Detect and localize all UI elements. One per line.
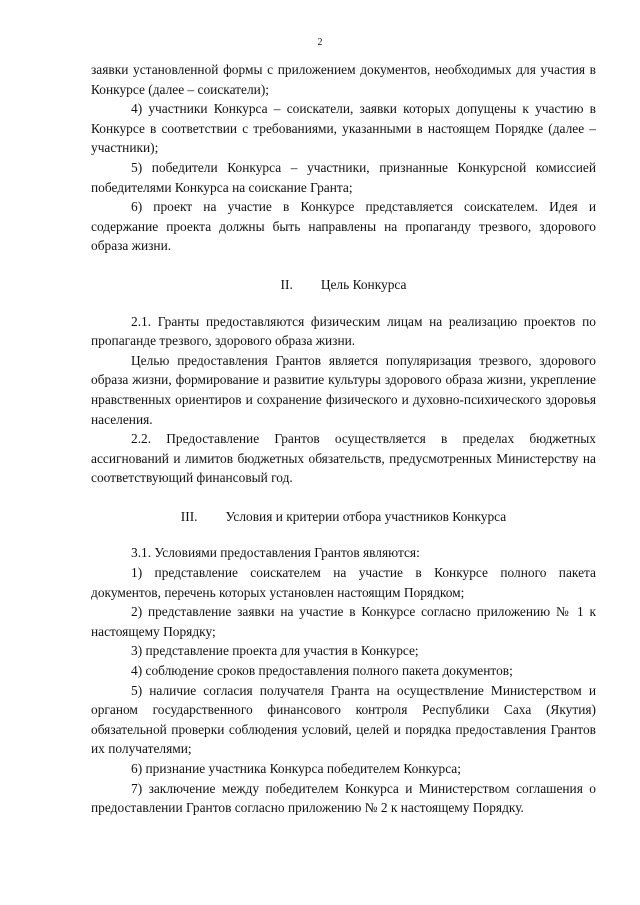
- list-item: 3) представление проекта для участия в Конкурсе;: [131, 643, 419, 659]
- section-title: Условия и критерии отбора участников Конкурса: [225, 508, 507, 524]
- paragraph: 2.2. Предоставление Грантов осуществляется в пределах бюджетных ассигнований и лимитов бюджетных обязательств, предусмотренных Министерству на соответствующий финансовый год.: [91, 431, 596, 486]
- section-heading-3: [91, 507, 596, 527]
- list-item: 6) проект на участие в Конкурсе представляется соискателем. Идея и содержание проекта должны быть направлены на пропаганду трезвого, здорового образа жизни.: [91, 199, 596, 254]
- list-item: 5) победители Конкурса – участники, признанные Конкурсной комиссией победителями Конкурса на соискание Гранта;: [91, 159, 596, 195]
- list-item: 4) участники Конкурса – соискатели, заявки которых допущены к участию в Конкурсе в соответствии с требованиями, указанными в настоящем Порядке (далее – участники);: [91, 101, 596, 156]
- list-item: 6) признание участника Конкурса победителем Конкурса;: [131, 761, 461, 776]
- page-number: 2: [317, 37, 323, 48]
- paragraph: 2.1. Гранты предоставляются физическим лицам на реализацию проектов по пропаганде трезвого, здорового образа жизни.: [91, 313, 596, 349]
- section-number: II.: [280, 276, 293, 292]
- section-heading-2: [91, 275, 596, 295]
- list-item: 7) заключение между победителем Конкурса и Министерством соглашения о предоставлении Грантов согласно приложению № 2 к настоящему Порядку.: [91, 780, 596, 816]
- list-item: 1) представление соискателем на участие в Конкурсе полного пакета документов, перечень которых установлен настоящим Порядком;: [91, 565, 596, 600]
- paragraph: Целью предоставления Грантов является популяризация трезвого, здорового образа жизни, формирование и развитие культуры здорового образа жизни, укрепление нравственных ориентиров и сохранение физического и духовно-психического здоровья населения.: [91, 352, 596, 427]
- list-item: 5) наличие согласия получателя Гранта на осуществление Министерством и органом государственного финансового контроля Республики Саха (Якутия) обязательной проверки соблюдения условий, целей и порядка предоставления Грантов их получателями;: [91, 682, 596, 757]
- paragraph: заявки установленной формы с приложением документов, необходимых для участия в Конкурсе (далее – соискатели);: [91, 62, 596, 97]
- document-body: [91, 60, 596, 818]
- list-item: 4) соблюдение сроков предоставления полного пакета документов;: [131, 663, 513, 679]
- paragraph: 3.1. Условиями предоставления Грантов являются:: [131, 545, 420, 561]
- section-title: Цель Конкурса: [320, 276, 407, 292]
- section-number: III.: [180, 508, 198, 524]
- list-item: 2) представление заявки на участие в Конкурсе согласно приложению № 1 к настоящему Порядку;: [91, 604, 596, 639]
